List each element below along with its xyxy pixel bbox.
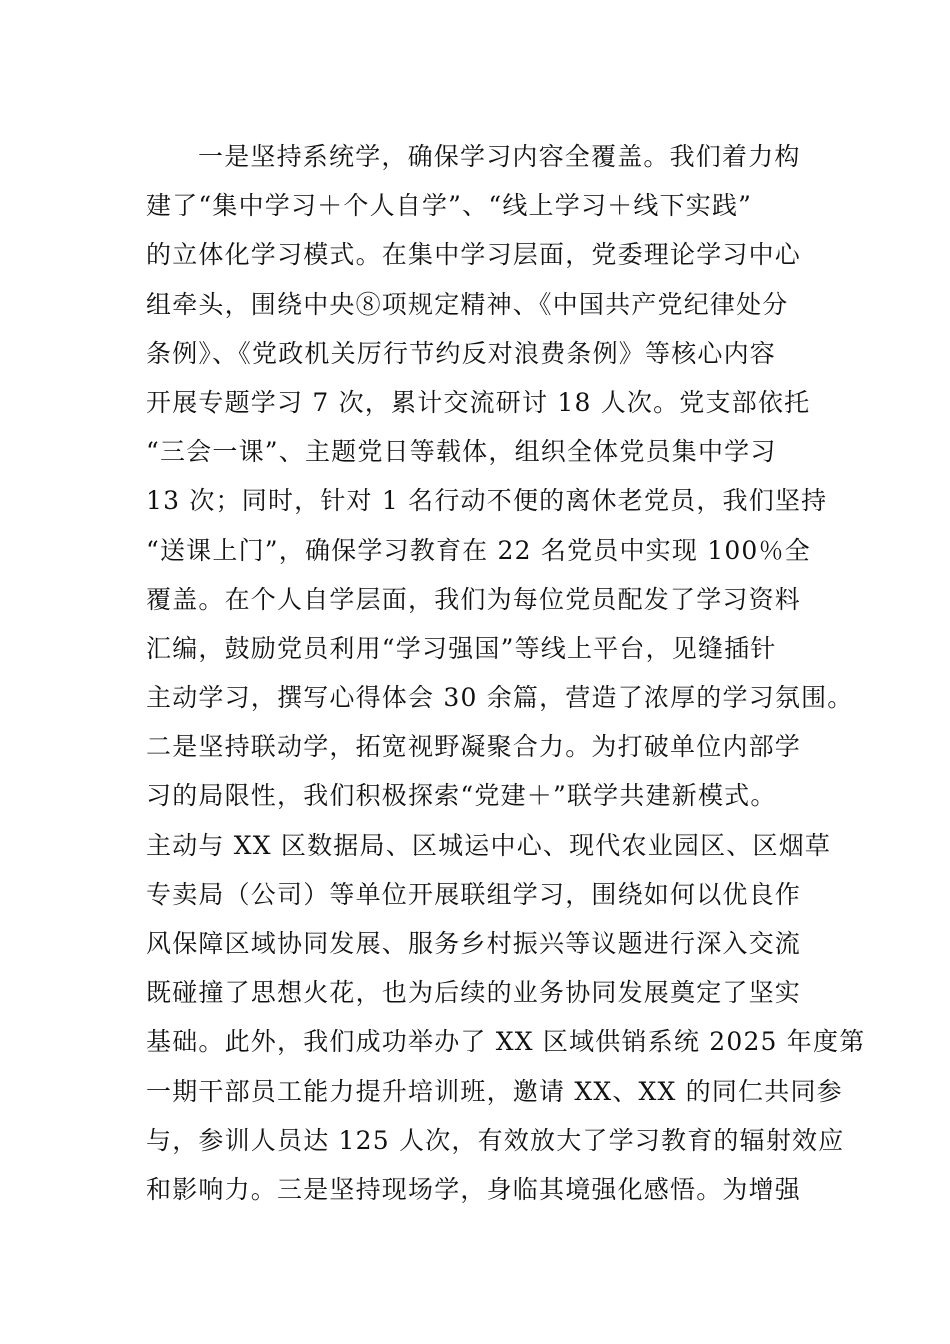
text-line: 开展专题学习 7 次，累计交流研讨 18 人次。党支部依托 [146, 387, 811, 417]
text-line: 基础。此外，我们成功举办了 XX 区域供销系统 2025 年度第 [146, 1027, 866, 1057]
text-line: 既碰撞了思想火花，也为后续的业务协同发展奠定了坚实 [146, 978, 802, 1008]
text-line: 主动学习，撰写心得体会 30 余篇，营造了浓厚的学习氛围。 [146, 683, 854, 713]
text-line: 专卖局（公司）等单位开展联组学习，围绕如何以优良作 [146, 879, 802, 909]
text-line: 二是坚持联动学，拓宽视野凝聚合力。为打破单位内部学 [146, 732, 802, 762]
text-line: 组牵头，围绕中央⑧项规定精神、《中国共产党纪律处分 [146, 289, 789, 319]
text-line: 一是坚持系统学，确保学习内容全覆盖。我们着力构 [198, 142, 801, 171]
text-line: 与，参训人员达 125 人次，有效放大了学习教育的辐射效应 [146, 1125, 845, 1155]
text-line: “送课上门”，确保学习教育在 22 名党员中实现 100％全 [146, 535, 811, 565]
text-line: 覆盖。在个人自学层面，我们为每位党员配发了学习资料 [146, 584, 802, 614]
text-line: “三会一课”、主题党日等载体，组织全体党员集中学习 [146, 437, 777, 467]
text-line: 主动与 XX 区数据局、区城运中心、现代农业园区、区烟草 [146, 830, 832, 860]
text-line: 的立体化学习模式。在集中学习层面，党委理论学习中心 [146, 240, 802, 270]
body-text [146, 132, 866, 1214]
text-line: 建了“集中学习＋个人自学”、“线上学习＋线下实践” [146, 191, 753, 221]
text-line: 13 次；同时，针对 1 名行动不便的离休老党员，我们坚持 [146, 486, 828, 516]
text-line: 汇编，鼓励党员利用“学习强国”等线上平台，见缝插针 [146, 633, 777, 663]
text-line: 条例》、《党政机关厉行节约反对浪费条例》等核心内容 [146, 338, 777, 368]
text-line: 风保障区域协同发展、服务乡村振兴等议题进行深入交流 [146, 929, 802, 958]
text-line: 一期干部员工能力提升培训班，邀请 XX、XX 的同仁共同参 [146, 1076, 843, 1106]
text-line: 习的局限性，我们积极探索“党建＋”联学共建新模式。 [146, 781, 777, 811]
text-line: 和影响力。三是坚持现场学，身临其境强化感悟。为增强 [146, 1174, 802, 1204]
